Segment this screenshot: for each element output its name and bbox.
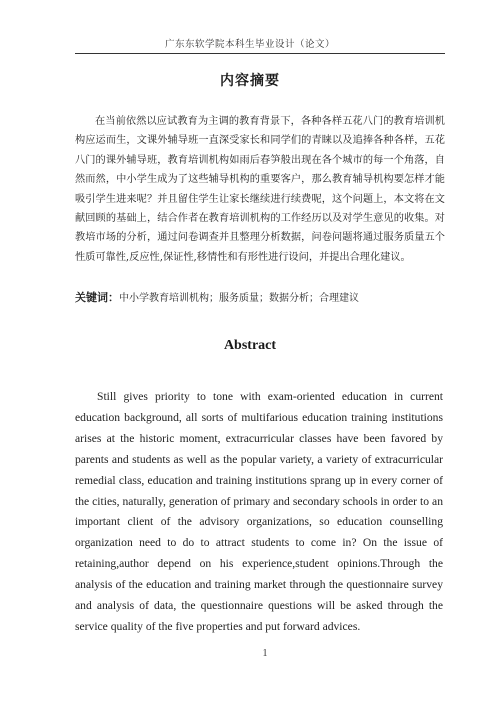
english-abstract-body: Still gives priority to tone with exam-oriented education in current education background, all sorts of multifarious education training institutions arises at the historic moment, extracurricular classes have been favored by parents and students as well as the popular variety, a variety of extracurricular remedial class, education and training institutions sprang up in every corner of the cities, naturally, generation of primary and secondary schools in order to an important client of the advisory organizations, so education counselling organization need to do to attract students to come in? On the issue of retaining,author depend on his experience,student opinions.Through the analysis of the education and training market through the questionnaire survey and analysis of data, the questionnaire questions will be asked through the service quality of the five properties and put forward advices. bbox=[75, 390, 443, 633]
keywords-label: 关键词： bbox=[75, 291, 119, 304]
page-header: 广东东软学院本科生毕业设计（论文） bbox=[164, 39, 335, 50]
chinese-abstract-title: 内容摘要 bbox=[220, 73, 280, 89]
english-abstract-title: Abstract bbox=[223, 338, 277, 353]
keywords-line bbox=[75, 289, 455, 305]
chinese-abstract-body: 在当前依然以应试教育为主调的教育背景下，各种各样五花八门的教育培训机构应运而生，文课外辅导班一直深受家长和同学们的青睐以及追捧各种各样，五花八门的课外辅导班，教育培训机构如雨后春笋般出现在各个城市的每一个角落，自然而然，中小学生成为了这些辅导机构的重要客户，那么教育辅导机构要怎样才能吸引学生进来呢？并且留住学生让家长继续进行续费呢，这个问题上，本文将在文献回顾的基础上，结合作者在教育培训机构的工作经历以及对学生意见的收集。对教培市场的分析，通过问卷调查并且整理分析数据，问卷问题将通过服务质量五个性质可靠性,反应性,保证性,移情性和有形性进行设问，并提出合理化建议。 bbox=[75, 116, 445, 263]
keywords-text: 中小学教育培训机构；服务质量；数据分析；合理建议 bbox=[119, 293, 359, 304]
header-rule bbox=[75, 53, 445, 54]
page-number: 1 bbox=[262, 648, 268, 659]
